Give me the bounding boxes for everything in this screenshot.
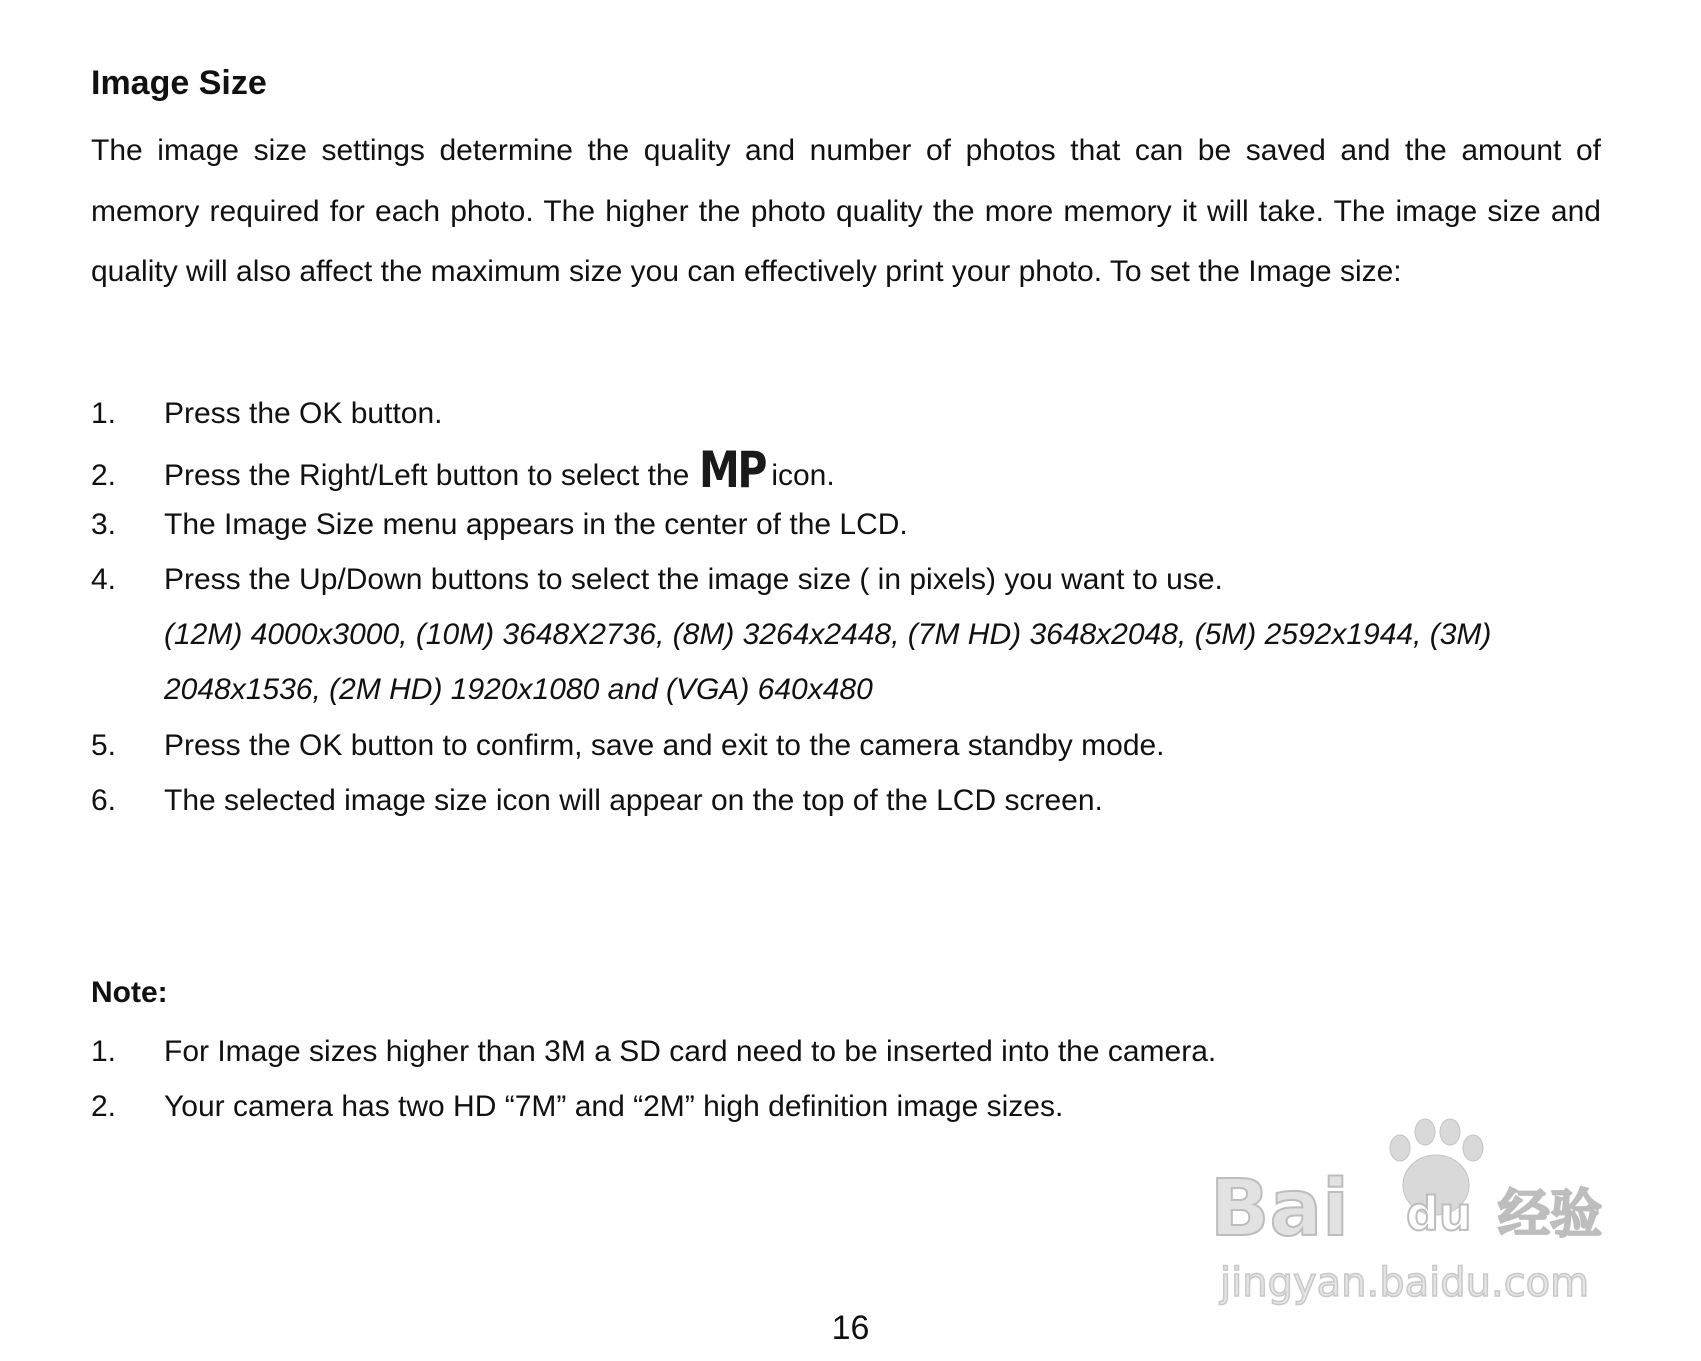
step-text: Press the OK button to confirm, save and exit to the camera standby mode.	[164, 729, 1165, 762]
note-number: 1.	[91, 1035, 117, 1068]
step-number: 1.	[91, 397, 117, 430]
note-heading: Note:	[91, 976, 168, 1009]
step-text: The selected image size icon will appear on the top of the LCD screen.	[164, 784, 1103, 817]
step-text-before: Press the Right/Left button to select the	[164, 459, 690, 492]
baidu-jingyan-watermark	[1210, 1110, 1630, 1310]
page-number: 16	[831, 1309, 870, 1347]
step-number: 6.	[91, 784, 117, 817]
note-text: For Image sizes higher than 3M a SD card need to be inserted into the camera.	[164, 1035, 1217, 1068]
step-text: The Image Size menu appears in the center of the LCD.	[164, 508, 908, 541]
intro-paragraph: The image size settings determine the quality and number of photos that can be saved and the amount of memory required for each photo. The higher the photo quality the more memory it will take. The image size and quality will also affect the maximum size you can effectively print your photo. To set the Image size:	[91, 134, 1601, 288]
mp-image-size-icon: MP	[699, 441, 766, 499]
watermark-du-text: du	[1406, 1187, 1472, 1241]
step-number: 2.	[91, 459, 117, 492]
watermark-logo-text: Bai	[1210, 1164, 1349, 1254]
note-number: 2.	[91, 1090, 117, 1123]
step-number: 3.	[91, 508, 117, 541]
note-text: Your camera has two HD “7M” and “2M” high definition image sizes.	[164, 1090, 1064, 1123]
step-text	[164, 441, 835, 499]
section-heading: Image Size	[91, 64, 267, 102]
watermark-cn-text: 经验	[1498, 1185, 1603, 1245]
watermark-url-text: jingyan.baidu.com	[1220, 1260, 1590, 1306]
step-text-after: icon.	[771, 459, 835, 492]
sizes-text: (12M) 4000x3000, (10M) 3648X2736, (8M) 3264x2448, (7M HD) 3648x2048, (5M) 2592x1944, (3M)	[164, 618, 1492, 651]
sizes-text: 2048x1536, (2M HD) 1920x1080 and (VGA) 640x480	[164, 673, 873, 706]
step-text: Press the Up/Down buttons to select the image size ( in pixels) you want to use.	[164, 563, 1223, 596]
step-number: 5.	[91, 729, 117, 762]
step-number: 4.	[91, 563, 117, 596]
step-text: Press the OK button.	[164, 397, 443, 430]
